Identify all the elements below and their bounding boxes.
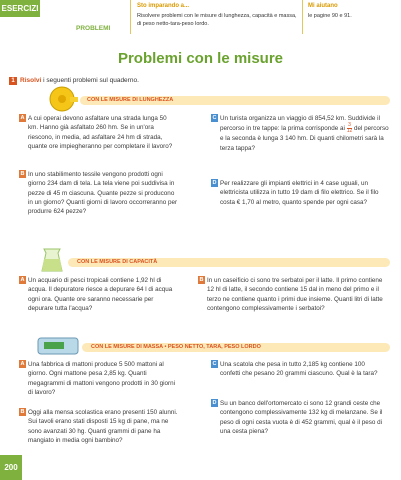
exercise-text: Una scatola che pesa in tutto 2,185 kg contiene 100 confetti che pesano 20 grammi ciascuno. Qual è la tara? bbox=[220, 361, 378, 378]
capacity-section-label: CON LE MISURE DI CAPACITÀ bbox=[77, 259, 158, 265]
page-number: 200 bbox=[0, 455, 22, 480]
learning-title: Sto imparando a... bbox=[137, 3, 190, 9]
exercise-text: Per realizzare gli impianti elettrici in 4 case uguali, un elettricista utilizza in tutto 19 dam di filo elettrico. Se il filo costa € 1,70 al metro, quanto spende per ogni casa? bbox=[220, 180, 379, 206]
instruction-text: i seguenti problemi sul quaderno. bbox=[41, 77, 139, 84]
letter-badge: A bbox=[20, 277, 25, 283]
letter-badge: B bbox=[20, 409, 25, 415]
letter-badge: C bbox=[212, 115, 217, 121]
letter-badge: A bbox=[20, 361, 25, 367]
instruction-keyword: Risolvi bbox=[20, 77, 42, 84]
exercise-text: In un caseificio ci sono tre serbatoi per il latte. Il primo contiene 12 hl di latte, il secondo contiene 15 dal in meno del primo e il terzo ne contiene quanto i primi due insieme. Quanti litri di latte contengono complessivamente i serbatoi? bbox=[207, 277, 383, 312]
exercise-text: Oggi alla mensa scolastica erano presenti 150 alunni. Sui tavoli erano stati disposti 15 kg di pane, ma ne sono avanzati 30 hg. Quanti grammi di pane ha mangiato in media ogni bambino? bbox=[28, 409, 178, 444]
jug-icon bbox=[38, 245, 68, 275]
mass-exercise-a bbox=[20, 360, 178, 397]
exercise-text: In uno stabilimento tessile vengono prodotti ogni giorno 234 dam di tela. La tela viene poi suddivisa in pezze di 45 m ciascuna. Quante pezze si producono in un giorno? Quanti giorni di lavoro occorreranno per produrre 624 pezze? bbox=[28, 171, 178, 216]
mass-section-label: CON LE MISURE DI MASSA • PESO NETTO, TARA, PESO LORDO bbox=[91, 344, 261, 350]
letter-badge: B bbox=[199, 277, 204, 283]
section-tab: ESERCIZI bbox=[0, 0, 40, 17]
letter-badge: C bbox=[212, 361, 217, 367]
help-text: le pagine 90 e 91. bbox=[308, 13, 352, 19]
letter-badge: A bbox=[20, 115, 25, 121]
length-exercise-a bbox=[20, 114, 178, 151]
exercise-text: Una fabbrica di mattoni produce 5 500 mattoni al giorno. Ogni mattone pesa 2,85 kg. Quanti megagrammi di mattoni vengono prodotti in 30 giorni di lavoro? bbox=[28, 361, 176, 396]
instruction bbox=[9, 77, 139, 85]
exercise-text: Un acquario di pesci tropicali contiene 1,92 hl di acqua. Il depuratore riesce a depurare 64 l di acqua ogni ora. Quante ore saranno necessarie per depurare tutta l'acqua? bbox=[28, 277, 173, 312]
help-divider bbox=[302, 0, 303, 34]
letter-badge: D bbox=[212, 180, 217, 186]
learning-text: Risolvere problemi con le misure di lunghezza, capacità e massa, di peso netto-tara-peso lordo. bbox=[137, 13, 297, 27]
exercise-text: Un turista organizza un viaggio di 854,52 km. Suddivide il percorso in tre tappe: la prima corrisponde ai bbox=[220, 115, 380, 133]
mass-exercise-b bbox=[20, 408, 178, 445]
section-label: PROBLEMI bbox=[76, 25, 111, 32]
capacity-exercise-b bbox=[199, 276, 387, 313]
length-section-label: CON LE MISURE DI LUNGHEZZA bbox=[87, 97, 174, 103]
mass-exercise-d bbox=[212, 399, 390, 436]
measuring-tape-icon bbox=[48, 85, 78, 113]
help-title: Mi aiutano bbox=[308, 3, 338, 9]
fraction: $\frac{3}{12}$ bbox=[346, 122, 353, 135]
page-title: Problemi con le misure bbox=[117, 50, 284, 67]
exercise-text: A cui operai devono asfaltare una strada lunga 50 km. Hanno già asfaltato 260 hm. Se in un'ora riescono, in media, ad asfaltare 24 hm di strada, quante ore impiegheranno per completare il lavoro? bbox=[28, 115, 173, 150]
mass-exercise-c bbox=[212, 360, 385, 379]
length-exercise-b bbox=[20, 170, 178, 216]
letter-badge: D bbox=[212, 400, 217, 406]
exercise-number: 1 bbox=[9, 77, 17, 85]
capacity-exercise-a bbox=[20, 276, 178, 313]
scale-icon bbox=[36, 336, 80, 356]
length-exercise-c bbox=[212, 114, 390, 153]
letter-badge: B bbox=[20, 171, 25, 177]
exercise-text: del percorso e la seconda è lunga 3 140 hm. Di quanti chilometri sarà la terza tappa? bbox=[220, 125, 389, 152]
exercise-text: Su un banco dell'ortomercato ci sono 12 grandi ceste che contengono complessivamente 132 kg di melanzane. Se il peso di ogni cesta vuota è di 452 grammi, qual è il peso di una cesta piena? bbox=[220, 400, 383, 435]
length-exercise-d bbox=[212, 179, 390, 207]
